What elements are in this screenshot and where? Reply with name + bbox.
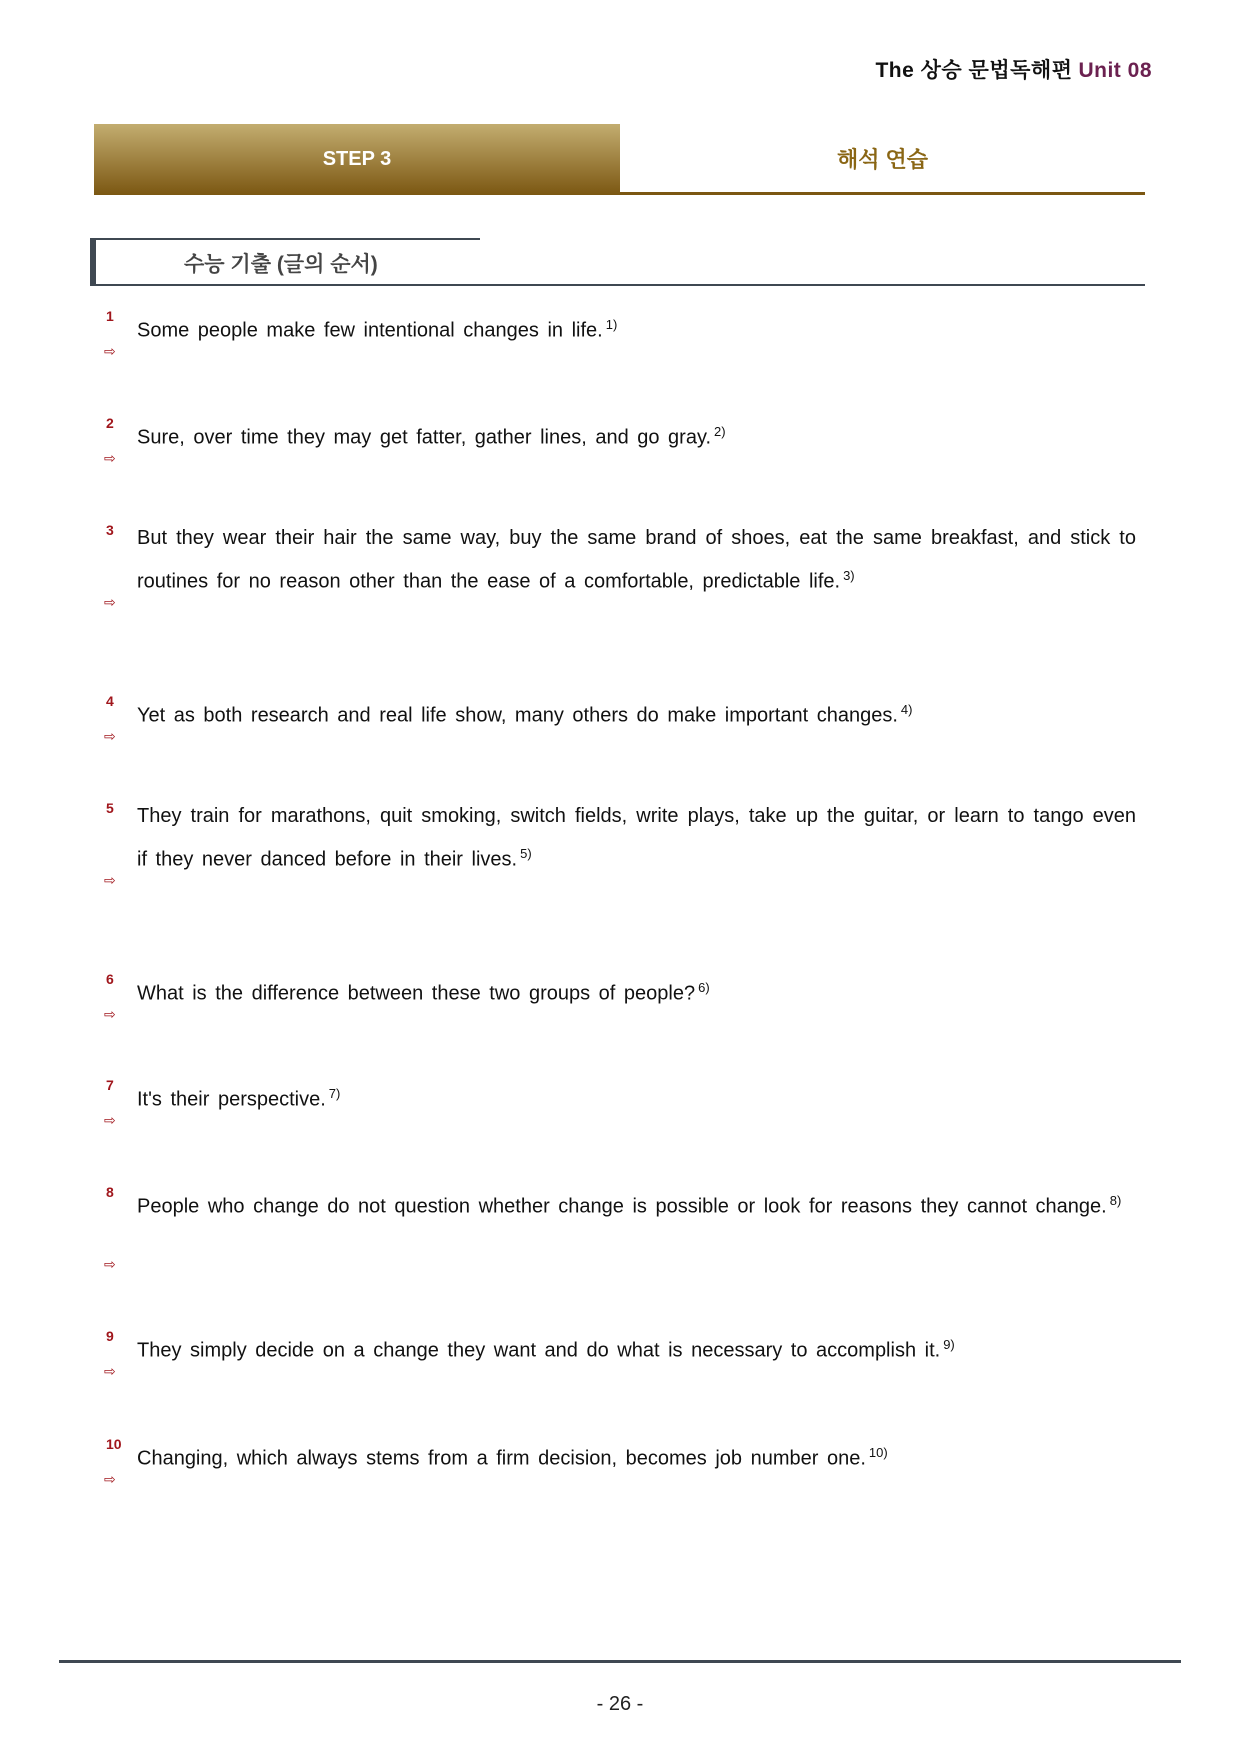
section-divider bbox=[90, 284, 1145, 286]
sentence-item bbox=[104, 413, 1136, 466]
footnote-ref: 4) bbox=[900, 702, 913, 717]
sentence-item bbox=[104, 1434, 1136, 1487]
sentence-body: Yet as both research and real life show, many others do make important changes. bbox=[137, 704, 898, 727]
sentence-item bbox=[104, 306, 1136, 359]
footnote-ref: 1) bbox=[605, 317, 618, 332]
arrow-icon: ⇨ bbox=[104, 1112, 116, 1128]
sentence-body: Some people make few intentional changes in life. bbox=[137, 319, 603, 342]
page-number: - 26 - bbox=[596, 1693, 644, 1715]
section-topline bbox=[90, 238, 480, 240]
step-label: STEP 3 bbox=[94, 124, 620, 195]
footnote-ref: 3) bbox=[843, 568, 855, 583]
practice-title: 해석 연습 bbox=[836, 146, 929, 172]
sentence-text bbox=[137, 691, 1136, 735]
footnote-ref: 2) bbox=[714, 424, 726, 439]
arrow-icon: ⇨ bbox=[104, 1363, 116, 1379]
sentence-number: 2 bbox=[106, 415, 114, 431]
footnote-ref: 10) bbox=[868, 1445, 888, 1460]
page-header bbox=[875, 54, 1152, 84]
sentence-text bbox=[137, 1075, 1136, 1119]
sentence-item bbox=[104, 520, 1136, 610]
arrow-icon: ⇨ bbox=[104, 594, 116, 610]
sentence-item bbox=[104, 1182, 1136, 1272]
sentence-number: 9 bbox=[106, 1328, 114, 1344]
sentence-number: 6 bbox=[106, 971, 114, 987]
sentence-text bbox=[137, 306, 1136, 350]
sentence-text bbox=[137, 520, 1136, 601]
sentence-text bbox=[137, 1326, 1136, 1370]
sentence-text bbox=[137, 969, 1136, 1013]
sentence-body: They simply decide on a change they want and do what is necessary to accomplish it. bbox=[137, 1339, 941, 1362]
arrow-icon: ⇨ bbox=[104, 728, 116, 744]
sentence-number: 8 bbox=[106, 1184, 114, 1200]
sentence-item bbox=[104, 691, 1136, 744]
banner-underline bbox=[620, 192, 1145, 195]
footnote-ref: 9) bbox=[943, 1337, 955, 1352]
sentence-body: Changing, which always stems from a firm decision, becomes job number one. bbox=[137, 1447, 866, 1470]
sentence-text bbox=[137, 1434, 1136, 1478]
sentence-number: 7 bbox=[106, 1077, 114, 1093]
sentence-item bbox=[104, 1326, 1136, 1379]
sentence-item bbox=[104, 798, 1136, 888]
sentence-item bbox=[104, 1075, 1136, 1128]
book-title: The 상승 문법독해편 bbox=[875, 59, 1073, 82]
sentence-text bbox=[137, 1182, 1136, 1226]
sentence-number: 10 bbox=[106, 1436, 122, 1452]
footnote-ref: 7) bbox=[328, 1086, 341, 1101]
unit-label: Unit 08 bbox=[1078, 59, 1152, 82]
sentence-text bbox=[137, 413, 1136, 457]
section-bar bbox=[90, 238, 96, 286]
arrow-icon: ⇨ bbox=[104, 1256, 116, 1272]
sentence-number: 4 bbox=[106, 693, 114, 709]
footnote-ref: 6) bbox=[698, 980, 710, 995]
sentence-body: It's their perspective. bbox=[137, 1088, 326, 1111]
arrow-icon: ⇨ bbox=[104, 1471, 116, 1487]
arrow-icon: ⇨ bbox=[104, 343, 116, 359]
sentence-body: They train for marathons, quit smoking, switch fields, write plays, take up the guitar, or learn to tango even if they never danced before in their lives. bbox=[137, 805, 1136, 871]
arrow-icon: ⇨ bbox=[104, 872, 116, 888]
sentence-body: Sure, over time they may get fatter, gather lines, and go gray. bbox=[137, 426, 712, 449]
sentence-number: 3 bbox=[106, 522, 114, 538]
sentence-text bbox=[137, 798, 1136, 879]
sentence-number: 5 bbox=[106, 800, 114, 816]
footnote-ref: 8) bbox=[1109, 1193, 1122, 1208]
section-title: 수능 기출 (글의 순서) bbox=[184, 253, 378, 276]
sentence-item bbox=[104, 969, 1136, 1022]
footnote-ref: 5) bbox=[520, 846, 532, 861]
step-banner bbox=[94, 124, 1145, 195]
arrow-icon: ⇨ bbox=[104, 1006, 116, 1022]
section-header bbox=[90, 238, 1145, 286]
sentence-body: But they wear their hair the same way, buy the same brand of shoes, eat the same breakfast, and stick to routines for no reason other than the ease of a comfortable, predictable life. bbox=[137, 527, 1136, 593]
arrow-icon: ⇨ bbox=[104, 450, 116, 466]
footer-divider bbox=[59, 1660, 1181, 1663]
sentence-body: People who change do not question whether change is possible or look for reasons they cannot change. bbox=[137, 1195, 1107, 1218]
sentence-body: What is the difference between these two groups of people? bbox=[137, 982, 696, 1005]
sentence-number: 1 bbox=[106, 308, 114, 324]
